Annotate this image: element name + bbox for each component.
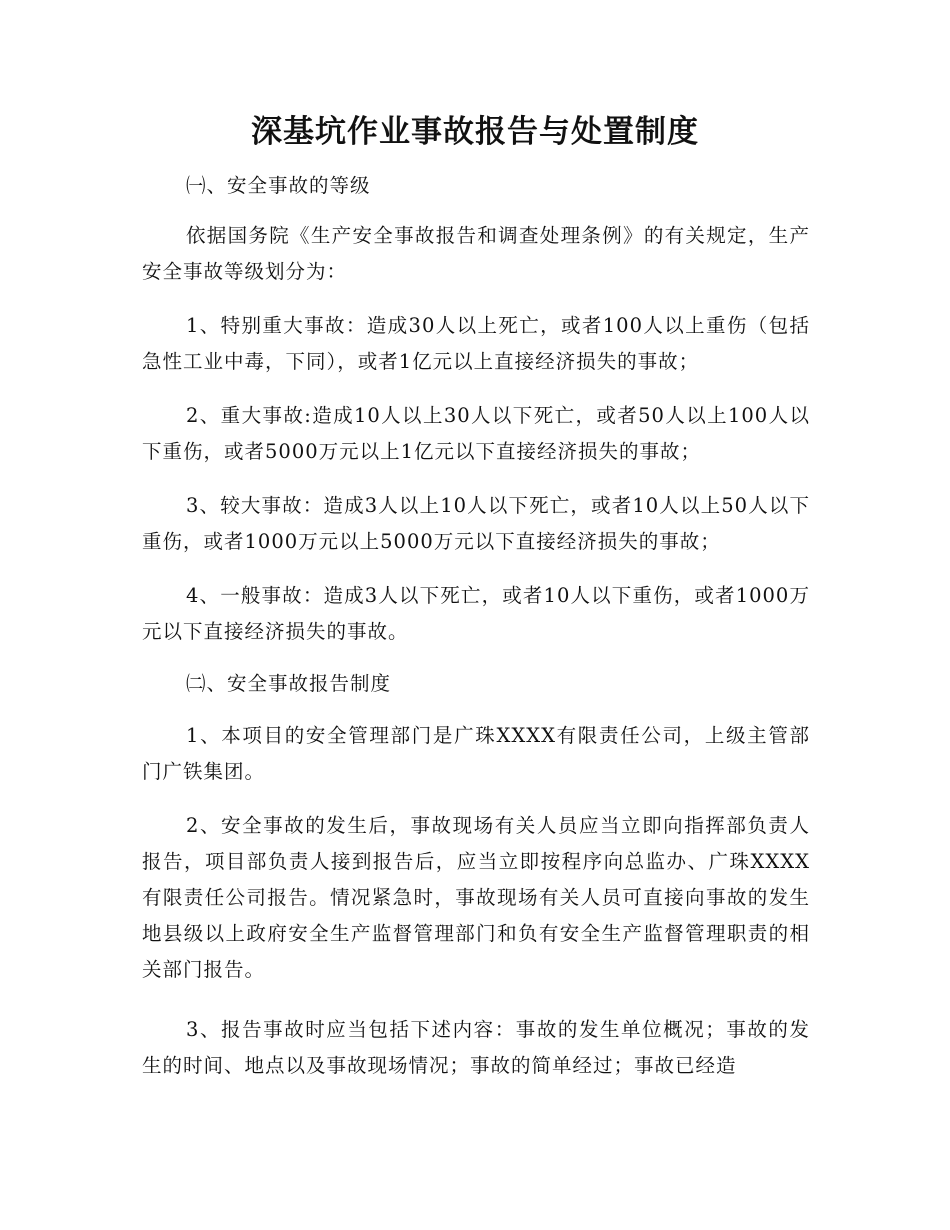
paragraph-report-contents: 3、报告事故时应当包括下述内容：事故的发生单位概况；事故的发生的时间、地点以及事故现场情况；事故的简单经过；事故已经造 xyxy=(142,1018,810,1077)
paragraph-reporting-procedure: 2、安全事故的发生后，事故现场有关人员应当立即向指挥部负责人报告，项目部负责人接到报告后，应当立即按程序向总监办、广珠XXXX有限责任公司报告。情况紧急时，事故现场有关人员可直接向事故的发生地县级以上政府安全生产监督管理部门和负有安全生产监督管理职责的相关部门报告。 xyxy=(142,814,810,981)
section-heading-reporting-system: ㈡、安全事故报告制度 xyxy=(186,672,392,695)
paragraph-management-department: 1、本项目的安全管理部门是广珠XXXX有限责任公司，上级主管部门广铁集团。 xyxy=(142,724,810,783)
paragraph-level-general: 4、一般事故：造成3人以下死亡，或者10人以下重伤，或者1000万元以下直接经济损失的事故。 xyxy=(142,584,810,643)
document-title: 深基坑作业事故报告与处置制度 xyxy=(251,114,699,150)
paragraph-level-especially-major: 1、特别重大事故：造成30人以上死亡，或者100人以上重伤（包括急性工业中毒，下同），或者1亿元以上直接经济损失的事故； xyxy=(142,314,810,373)
paragraph-regulation-basis: 依据国务院《生产安全事故报告和调查处理条例》的有关规定，生产安全事故等级划分为： xyxy=(142,224,810,283)
paragraph-level-major: 2、重大事故:造成10人以上30人以下死亡，或者50人以上100人以下重伤，或者5000万元以上1亿元以下直接经济损失的事故； xyxy=(142,404,810,463)
section-heading-accident-levels: ㈠、安全事故的等级 xyxy=(186,174,371,197)
paragraph-level-larger: 3、较大事故：造成3人以上10人以下死亡，或者10人以上50人以下重伤，或者1000万元以上5000万元以下直接经济损失的事故； xyxy=(142,494,810,553)
